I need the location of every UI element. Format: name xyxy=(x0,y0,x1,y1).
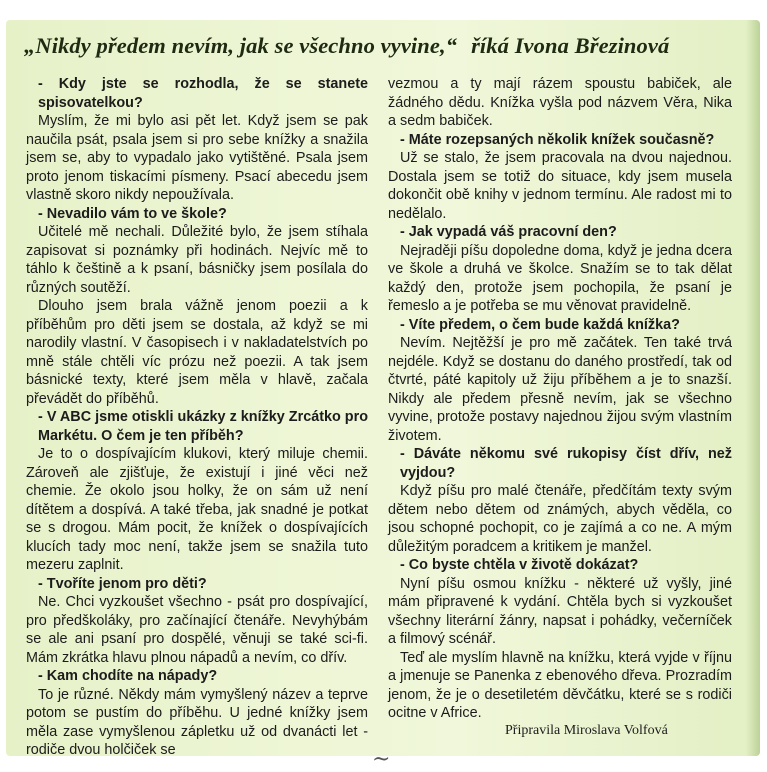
question: - Jak vypadá váš pracovní den? xyxy=(400,224,617,240)
headline-speaker: říká Ivona Březinová xyxy=(471,33,670,58)
article-headline xyxy=(24,33,744,63)
answer: Myslím, že mi bylo asi pět let. Když jsem se pak naučila psát, psala jsem si pro sebe knížky a snažila jsem se, aby to vypadalo jako vytištěné. Psala jsem proto jenom tiskacími písmeny. Psací abecedu jsem vlastně skoro nikdy nepoužívala. xyxy=(26,113,368,203)
answer: Učitelé mě nechali. Důležité bylo, že jsem stíhala zapisovat si poznámky při hodinách. Nejvíc mě to táhlo k češtině a k psaní, básničky jsem posílala do různých soutěží. xyxy=(26,224,368,296)
answer: Ne. Chci vyzkoušet všechno - psát pro dospívající, pro předškoláky, pro začínající čtenáře. Nevyhýbám se ale ani psaní pro dospělé, věnuji se také sci-fi. Mám zkrátka hlavu plnou nápadů a nevím, co dřív. xyxy=(26,594,368,666)
answer: To je různé. Někdy mám vymyšlený název a teprve potom se pustím do příběhu. U jedné knížky jsem měla zase vymyšlenou zápletku už od dvanácti let - rodiče dvou holčiček se xyxy=(26,686,368,758)
answer: Dlouho jsem brala vážně jenom poezii a k příběhům pro děti jsem se dostala, až když se mi narodily vlastní. V časopisech i v nakladatelstvích po mně stále chtěli víc prózu než poezii. A tak jsem básnické texty, které jsem měla v hlavě, začala převádět do příběhů. xyxy=(26,298,368,407)
answer: Je to o dospívajícím klukovi, který miluje chemii. Zároveň ale zjišťuje, že existují i jiné věci než chemie. Že okolo jsou holky, že on sám už není dítětem a dospívá. A také třeba, jak snadné je potkat se s drogou. Mám pocit, že knížek o dospívajících klucích tady moc není, takže jsem se snažila tuto mezeru zaplnit. xyxy=(26,446,368,573)
right-column xyxy=(388,75,732,723)
answer: Už se stalo, že jsem pracovala na dvou najednou. Dostala jsem se totiž do situace, kdy jsem musela dokončit obě knihy v jednom termínu. Ale radost mi to nedělalo. xyxy=(388,150,732,222)
question: - Víte předem, o čem bude každá knížka? xyxy=(400,316,680,333)
question: - Kdy jste se rozhodla, že se stanete spisovatelkou? xyxy=(38,76,368,111)
question: - Máte rozepsaných několik knížek současně? xyxy=(400,131,715,148)
question: - V ABC jsme otiskli ukázky z knížky Zrcátko pro Markétu. O čem je ten příběh? xyxy=(38,409,368,444)
question: - Nevadilo vám to ve škole? xyxy=(38,205,227,222)
question: - Dáváte někomu své rukopisy číst dřív, než vyjdou? xyxy=(400,446,732,481)
question: - Tvoříte jenom pro děti? xyxy=(38,575,207,592)
panel-shadow-edge xyxy=(746,20,760,756)
page-edge-mark: ~ xyxy=(372,747,391,772)
question: - Kam chodíte na nápady? xyxy=(38,668,218,684)
answer: Teď ale myslím hlavně na knížku, která vyjde v říjnu a jmenuje se Panenka z ebenového dřeva. Prozradím jenom, že je o desetiletém děvčátku, které se s rodiči ocitne v Africe. xyxy=(388,649,732,721)
byline: Připravila Miroslava Volfová xyxy=(505,723,668,738)
answer: Nyní píšu osmou knížku - některé už vyšly, jiné mám připravené k vydání. Chtěla bych si vyzkoušet všechny literární žánry, napsat i pohádky, večerníček a filmový scénář. xyxy=(388,575,732,647)
answer: Když píšu pro malé čtenáře, předčítám texty svým dětem nebo dětem od známých, abych věděla, co jsou schopné pochopit, co je zajímá a co ne. A mým důležitým poradcem a kritikem je manžel. xyxy=(388,483,732,555)
answer: Nejraději píšu dopoledne doma, když je jedna dcera ve škole a druhá ve školce. Snažím se to tak dělat každý den, protože jsem pochopila, že psaní je řemeslo a je potřeba se mu věnovat pravidelně. xyxy=(388,242,732,314)
left-column xyxy=(26,75,368,760)
answer-continued: vezmou a ty mají rázem spoustu babiček, ale žádného dědu. Knížka vyšla pod názvem Věra, Nika a sedm babiček. xyxy=(388,76,732,129)
headline-quote: „Nikdy předem nevím, jak se všechno vyvine,“ xyxy=(24,33,458,58)
question: - Co byste chtěla v životě dokázat? xyxy=(400,557,639,573)
answer: Nevím. Nejtěžší je pro mě začátek. Ten také trvá nejdéle. Když se dostanu do daného prostředí, tak od čtvrté, páté kapitoly už žiju příběhem a je to snazší. Nikdy ale předem přesně nevím, jak se všechno vyvine, protože postavy najednou žijou svým vlastním životem. xyxy=(388,335,732,444)
